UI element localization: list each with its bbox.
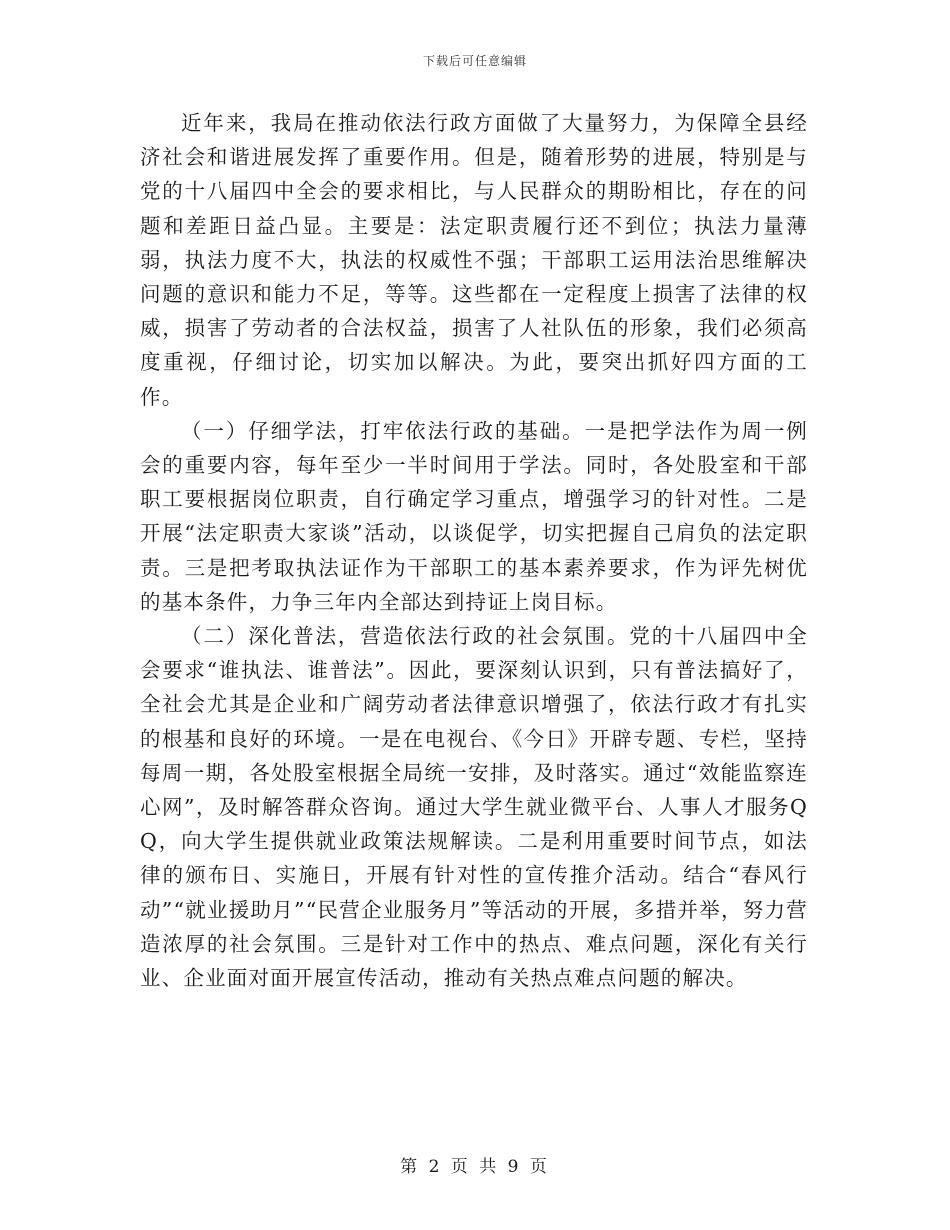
- page-header: 下载后可任意编辑: [422, 54, 527, 68]
- page-number-footer: 第 2 页 共 9 页: [400, 1157, 550, 1177]
- body-paragraph: （二）深化普法，营造依法行政的社会氛围。党的十八届四中全会要求“谁执法、谁普法”。因此，要深刻认识到，只有普法搞好了，全社会尤其是企业和广阔劳动者法律意识增强了，依法行政才有扎实的根基和良好的环境。一是在电视台、《今日》开辟专题、专栏，坚持每周一期，各处股室根据全局统一安排，及时落实。通过“效能监察连心网”，及时解答群众咨询。通过大学生就业微平台、人事人才服务QQ，向大学生提供就业政策法规解读。二是利用重要时间节点，如法律的颁布日、实施日，开展有针对性的宣传推介活动。结合“春风行动”“就业援助月”“民营企业服务月”等活动的开展，多措并举，努力营造浓厚的社会氛围。三是针对工作中的热点、难点问题，深化有关行业、企业面对面开展宣传活动，推动有关热点难点问题的解决。: [140, 624, 808, 991]
- body-paragraph: （一）仔细学法，打牢依法行政的基础。一是把学法作为周一例会的重要内容，每年至少一半时间用于学法。同时，各处股室和干部职工要根据岗位职责，自行确定学习重点，增强学习的针对性。二是开展“法定职责大家谈”活动，以谈促学，切实把握自己肩负的法定职责。三是把考取执法证作为干部职工的基本素养要求，作为评先树优的基本条件，力争三年内全部达到持证上岗目标。: [140, 418, 808, 614]
- document-body: [140, 106, 808, 995]
- body-paragraph: 近年来，我局在推动依法行政方面做了大量努力，为保障全县经济社会和谐进展发挥了重要作用。但是，随着形势的进展，特别是与党的十八届四中全会的要求相比，与人民群众的期盼相比，存在的问题和差距日益凸显。主要是：法定职责履行还不到位；执法力量薄弱，执法力度不大，执法的权威性不强；干部职工运用法治思维解决问题的意识和能力不足，等等。这些都在一定程度上损害了法律的权威，损害了劳动者的合法权益，损害了人社队伍的形象，我们必须高度重视，仔细讨论，切实加以解决。为此，要突出抓好四方面的工作。: [140, 111, 808, 409]
